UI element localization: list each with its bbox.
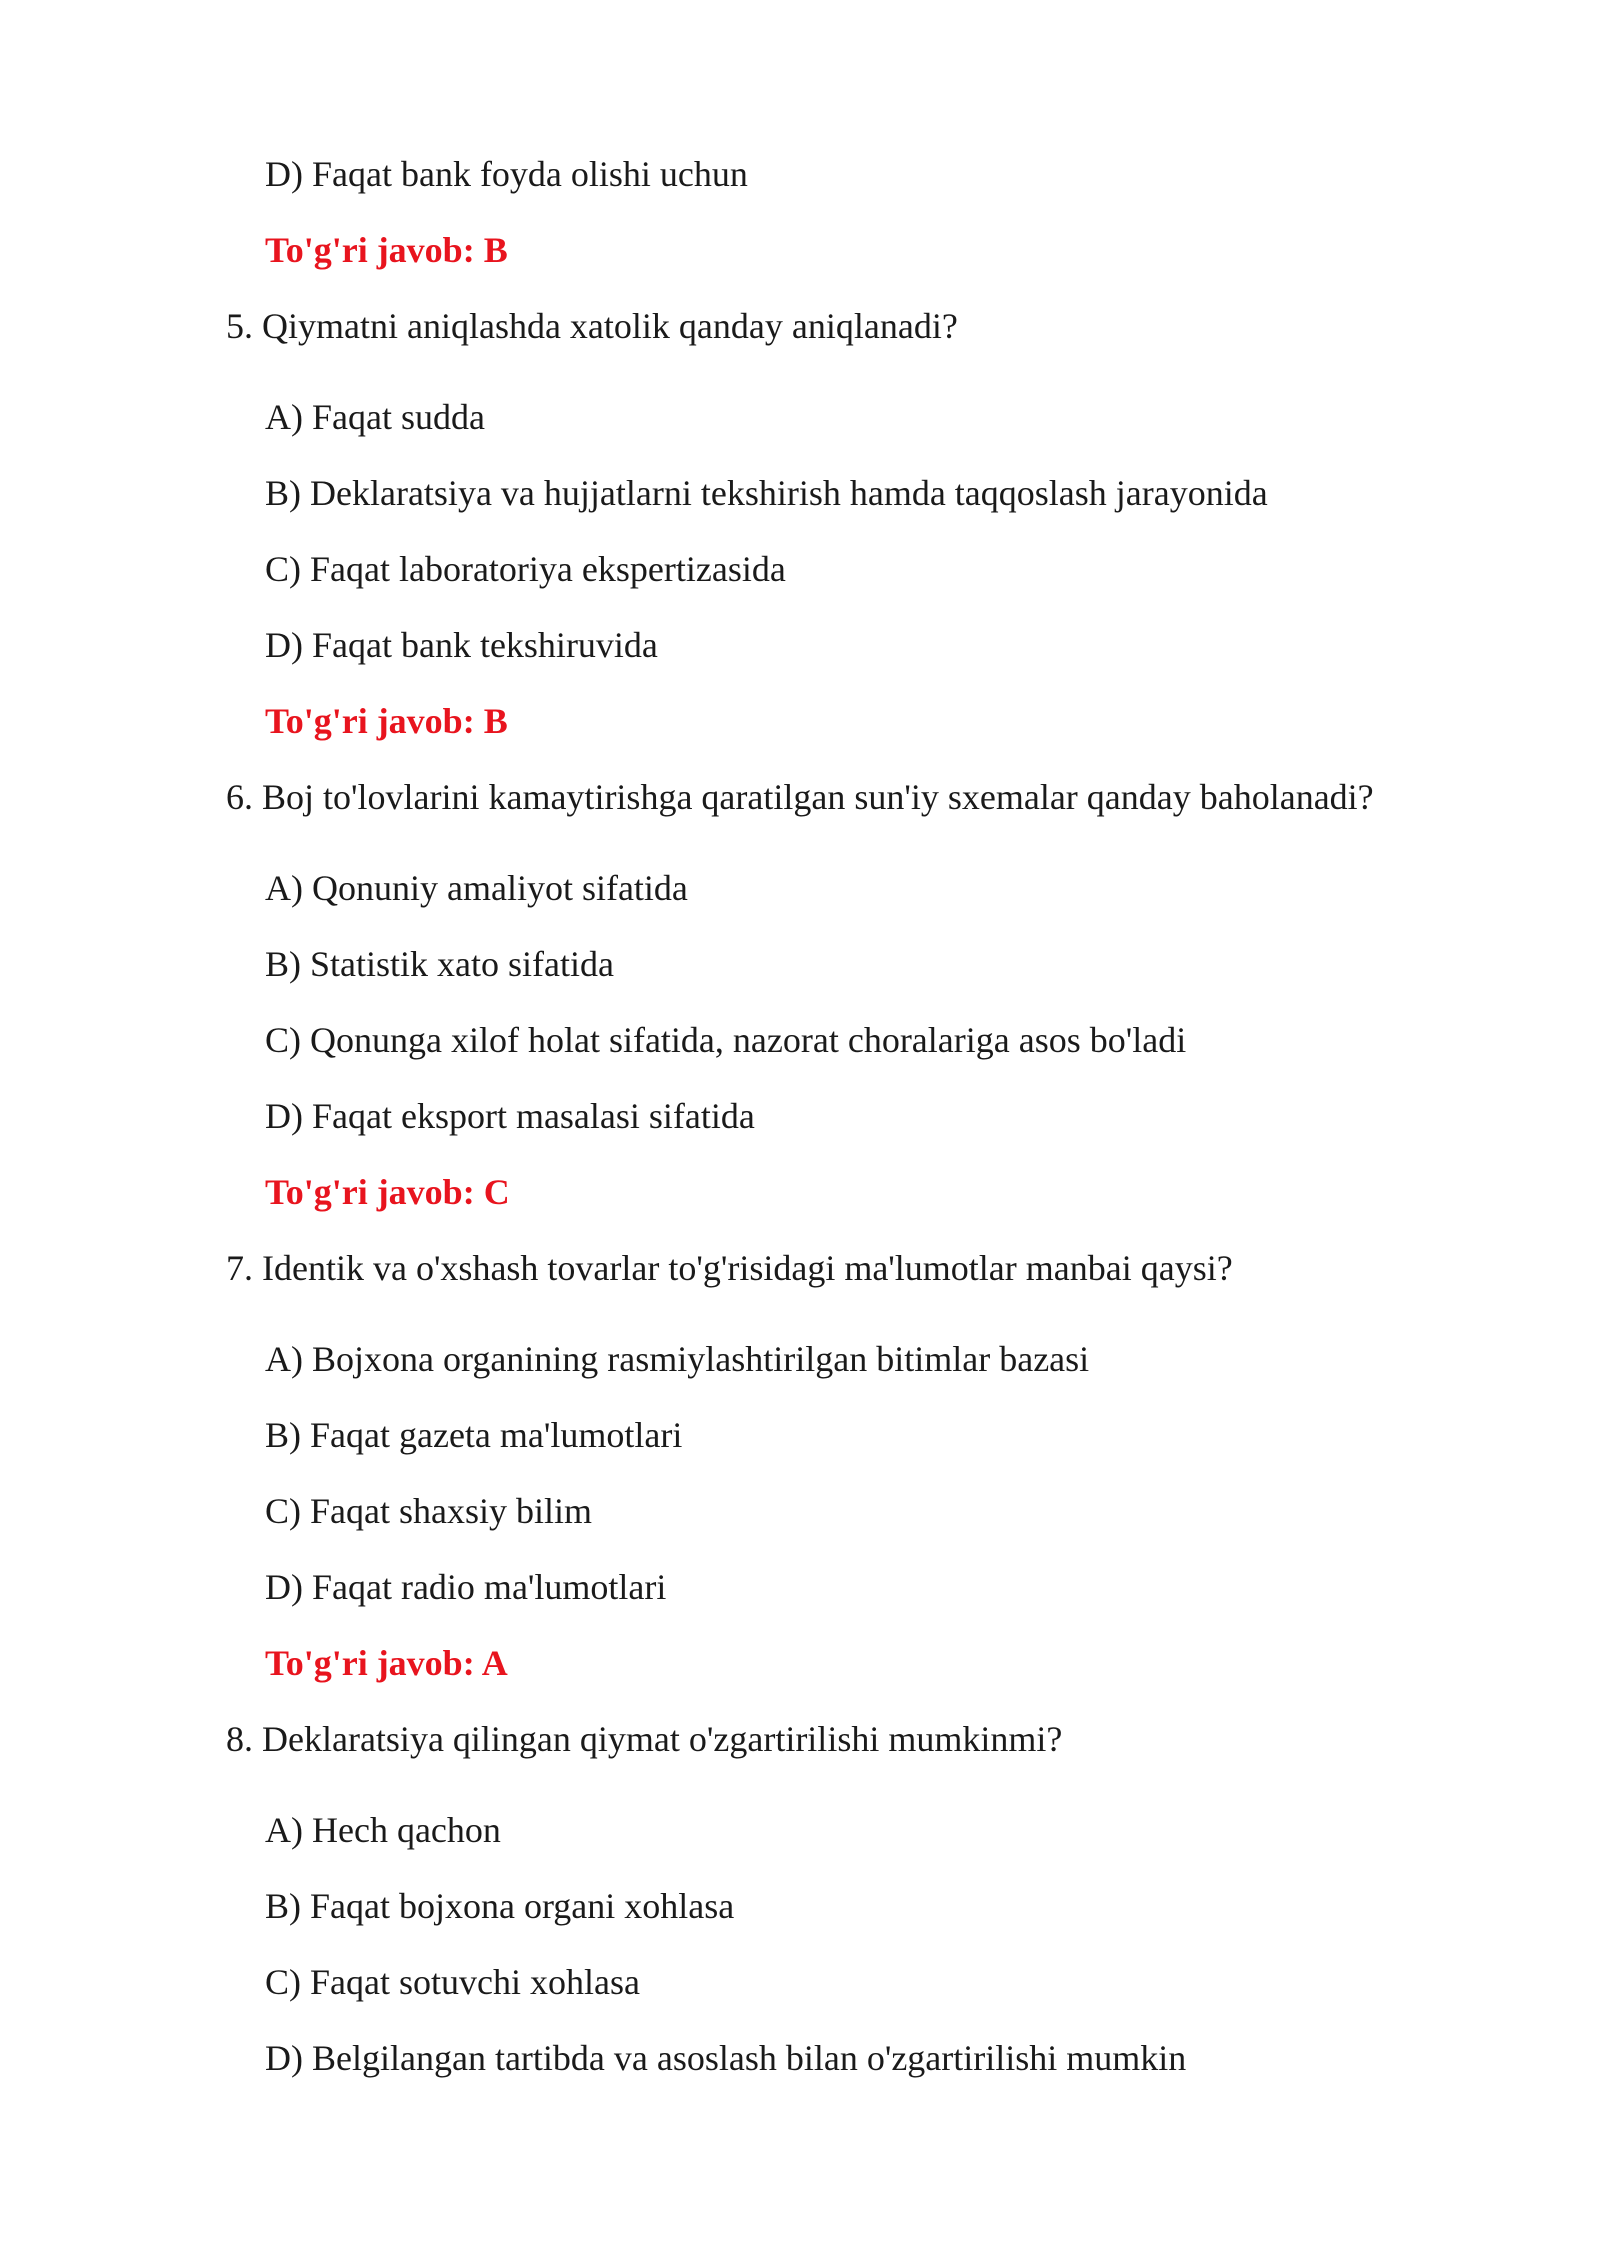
question-6-correct-answer: To'g'ri javob: C [265,1172,510,1212]
question-8: 8. Deklaratsiya qilingan qiymat o'zgartirilishi mumkinmi? [226,1719,1063,1759]
question-5: 5. Qiymatni aniqlashda xatolik qanday aniqlanadi? [226,306,958,346]
prev-option-d: D) Faqat bank foyda olishi uchun [265,154,748,194]
question-5-option-d: D) Faqat bank tekshiruvida [265,625,658,665]
question-6-option-a: A) Qonuniy amaliyot sifatida [265,868,688,908]
question-6-option-d: D) Faqat eksport masalasi sifatida [265,1096,755,1136]
question-6-option-c: C) Qonunga xilof holat sifatida, nazorat choralariga asos bo'ladi [265,1020,1187,1060]
question-7: 7. Identik va o'xshash tovarlar to'g'risidagi ma'lumotlar manbai qaysi? [226,1248,1233,1288]
question-8-option-d: D) Belgilangan tartibda va asoslash bilan o'zgartirilishi mumkin [265,2038,1187,2078]
question-8-option-a: A) Hech qachon [265,1810,501,1850]
prev-correct-answer: To'g'ri javob: B [265,230,508,270]
question-7-correct-answer: To'g'ri javob: A [265,1643,508,1683]
question-5-option-b: B) Deklaratsiya va hujjatlarni tekshirish hamda taqqoslash jarayonida [265,473,1268,513]
question-5-option-c: C) Faqat laboratoriya ekspertizasida [265,549,786,589]
question-6: 6. Boj to'lovlarini kamaytirishga qaratilgan sun'iy sxemalar qanday baholanadi? [226,777,1374,817]
question-7-option-d: D) Faqat radio ma'lumotlari [265,1567,667,1607]
question-5-correct-answer: To'g'ri javob: B [265,701,508,741]
question-6-option-b: B) Statistik xato sifatida [265,944,614,984]
question-8-option-b: B) Faqat bojxona organi xohlasa [265,1886,735,1926]
question-5-option-a: A) Faqat sudda [265,397,485,437]
question-7-option-a: A) Bojxona organining rasmiylashtirilgan bitimlar bazasi [265,1339,1090,1379]
question-7-option-b: B) Faqat gazeta ma'lumotlari [265,1415,683,1455]
question-8-option-c: C) Faqat sotuvchi xohlasa [265,1962,640,2002]
question-7-option-c: C) Faqat shaxsiy bilim [265,1491,592,1531]
